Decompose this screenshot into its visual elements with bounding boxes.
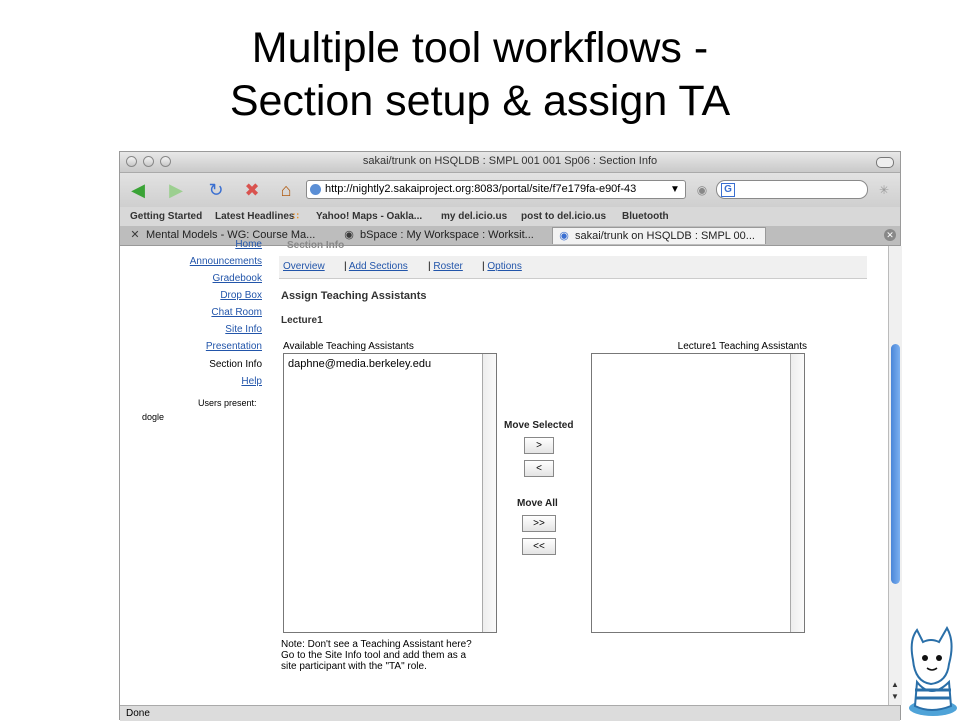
bookmark-post-delicious[interactable]: post to del.icio.us [521,211,607,222]
go-icon[interactable]: ◉ [696,183,708,197]
available-ta-list[interactable] [283,353,497,633]
scroll-up-arrow-icon[interactable]: ▲ [891,680,899,689]
tab-label: bSpace : My Workspace : Worksit... [360,229,534,241]
close-tab-icon[interactable]: ✕ [884,229,896,241]
sidebar-item-label[interactable]: Chat Room [211,307,262,318]
sakai-mascot-logo [901,620,960,720]
window-title: sakai/trunk on HSQLDB : SMPL 001 001 Sp06 : Section Info [362,155,658,167]
user-present-name: dogle [142,412,165,422]
status-bar: Done [120,705,900,721]
toolbar-toggle-icon[interactable] [876,157,894,168]
bookmark-getting-started[interactable]: Getting Started [130,211,203,222]
menu-roster-link[interactable]: | Roster [428,261,463,272]
sidebar-item-announcements[interactable] [190,256,262,267]
tab-bspace[interactable] [338,227,550,244]
sidebar-item-label[interactable]: Presentation [205,341,262,352]
sidebar-item-label[interactable]: Announcements [189,256,262,267]
sidebar-item-presentation[interactable] [206,341,262,352]
tab-favicon-icon: ✕ [130,229,140,241]
window-titlebar [120,152,900,173]
tab-favicon-icon: ◉ [344,229,354,241]
slide-title-line-2: Section setup & assign TA [229,77,731,125]
list-item[interactable]: daphne@media.berkeley.edu [288,358,432,370]
slide-title [0,22,960,128]
search-field[interactable] [716,180,868,199]
sidebar-item-label[interactable]: Gradebook [212,273,262,284]
move-selected-label: Move Selected [504,420,574,431]
move-all-label: Move All [517,498,558,509]
forward-arrow-icon[interactable]: ▶ [169,180,183,200]
tab-label: Mental Models - WG: Course Ma... [146,229,316,241]
list-scrollbar[interactable] [790,354,804,632]
tool-title: Section Info [279,246,867,257]
tab-sakai-section-info[interactable] [552,227,766,244]
sidebar-item-label[interactable]: Drop Box [220,290,262,301]
move-selected-left-button[interactable]: < [524,460,554,477]
rss-feed-icon: ∷ [293,211,299,221]
reload-icon[interactable]: ↻ [208,180,224,200]
assigned-ta-list[interactable] [591,353,805,633]
url-history-dropdown-icon[interactable]: ▼ [670,184,680,195]
move-selected-right-button[interactable]: > [524,437,554,454]
scrollbar-thumb[interactable] [891,344,900,584]
url-text: http://nightly2.sakaiproject.org:8083/portal/site/f7e179fa-e90f-43 [325,183,637,195]
page-content [120,239,888,705]
tab-label: sakai/trunk on HSQLDB : SMPL 00... [575,230,755,242]
bookmark-yahoo-maps[interactable]: Yahoo! Maps - Oakla... [316,211,423,222]
slide-title-line-1: Multiple tool workflows - [251,24,709,72]
back-arrow-icon[interactable]: ◀ [131,180,145,200]
sidebar-item-site-info[interactable] [225,324,262,335]
site-favicon-icon [310,184,321,195]
section-info-tool [279,240,867,705]
tab-favicon-icon: ◉ [559,230,569,242]
list-scrollbar[interactable] [482,354,496,632]
ta-help-note: Note: Don't see a Teaching Assistant here? Go to the Site Info tool and add them as a site participant with the "TA" role. [281,639,472,672]
move-all-right-button[interactable]: >> [522,515,556,532]
sidebar-item-section-info [209,359,262,370]
navigation-toolbar [120,173,900,207]
bookmark-bluetooth[interactable]: Bluetooth [622,211,669,222]
activity-spinner-icon: ✳ [878,183,890,197]
google-search-engine-icon[interactable]: G [721,183,735,197]
scroll-down-arrow-icon[interactable]: ▼ [891,692,899,701]
bookmark-my-delicious[interactable]: my del.icio.us [441,211,508,222]
move-all-left-button[interactable]: << [522,538,556,555]
page-heading: Assign Teaching Assistants [281,290,427,302]
sidebar-item-drop-box[interactable] [220,290,262,301]
bookmark-latest-headlines[interactable]: Latest Headlines [215,211,295,222]
sidebar-item-label: Section Info [209,359,262,370]
assigned-ta-label: Lecture1 Teaching Assistants [677,341,807,352]
menu-options-link[interactable]: | Options [482,261,522,272]
section-name: Lecture1 [281,315,323,326]
menu-add-sections-link[interactable]: | Add Sections [344,261,408,272]
sidebar-item-home[interactable] [235,239,262,250]
sidebar-item-label[interactable]: Help [241,376,262,387]
stop-icon[interactable]: ✖ [244,180,260,200]
url-field[interactable] [306,180,686,199]
home-icon[interactable]: ⌂ [280,180,292,200]
sidebar-item-label[interactable]: Site Info [225,324,262,335]
sidebar-item-gradebook[interactable] [213,273,262,284]
tool-menu-bar [279,256,867,279]
sidebar-item-help[interactable] [241,376,262,387]
menu-overview-link[interactable]: Overview [283,261,325,272]
bookmarks-toolbar [120,207,900,227]
users-present-label: Users present: [198,398,257,408]
sidebar-item-chat-room[interactable] [211,307,262,318]
sidebar-item-label[interactable]: Home [235,239,262,250]
browser-window [119,151,901,720]
page-scrollbar[interactable] [888,246,902,705]
available-ta-label: Available Teaching Assistants [283,341,414,352]
